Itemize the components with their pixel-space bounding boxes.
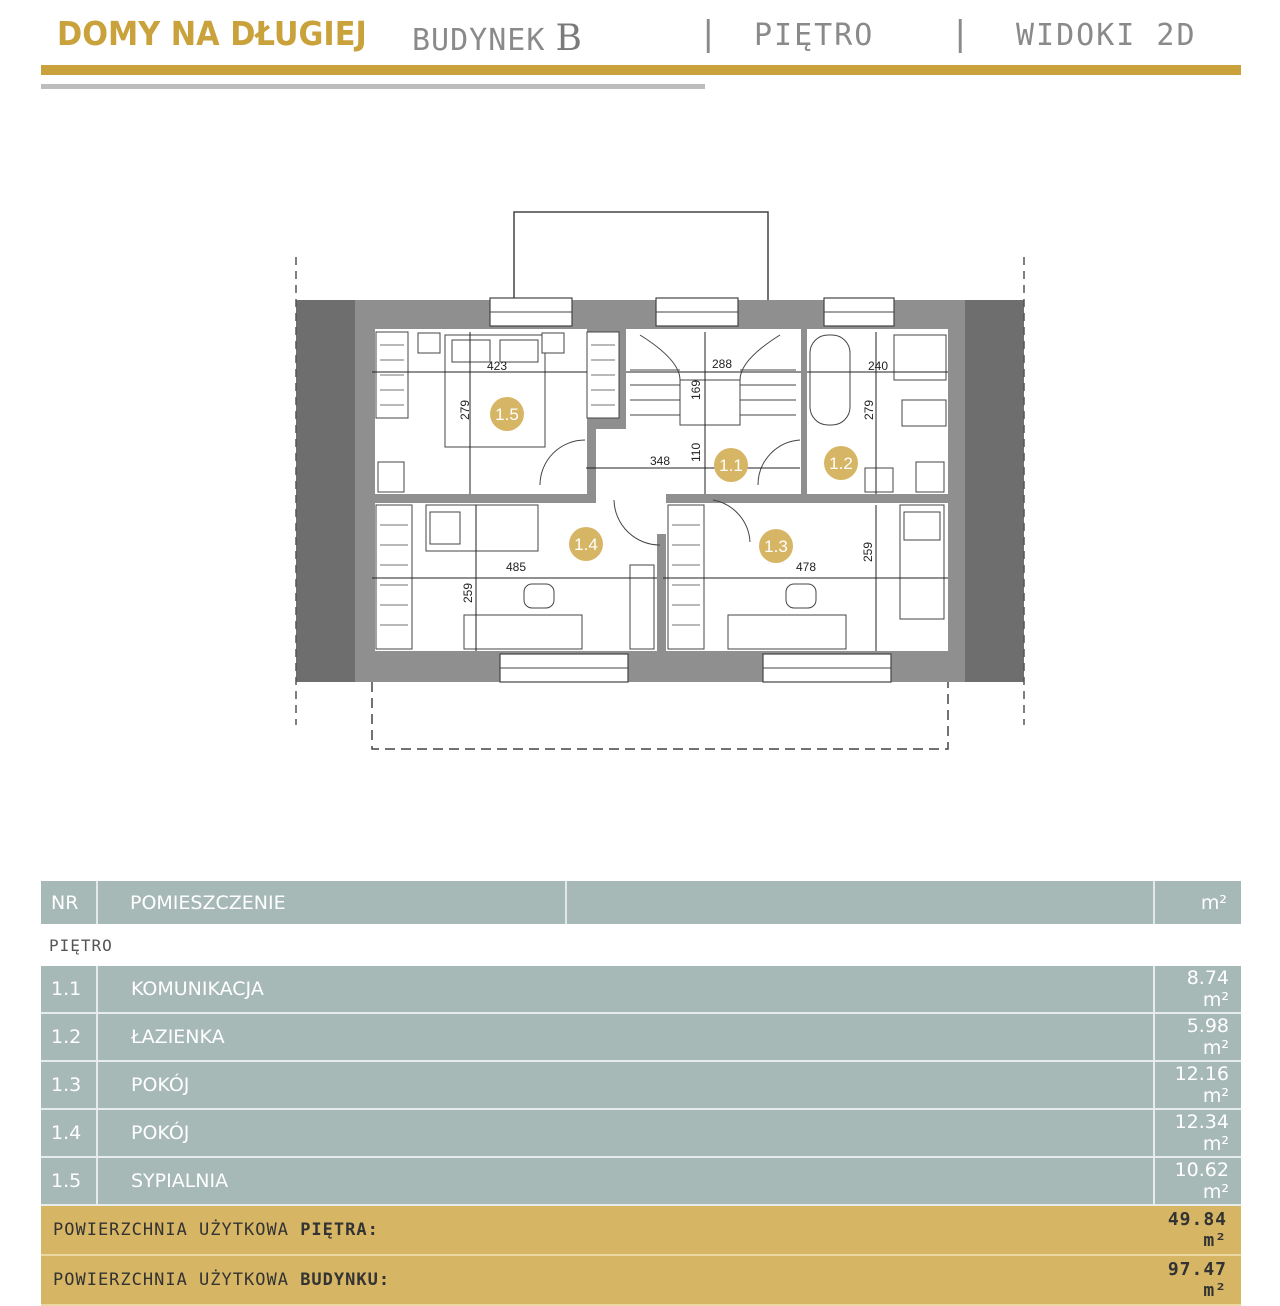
summary-row-building bbox=[41, 1255, 1241, 1305]
dim-label: 259 bbox=[861, 541, 875, 562]
room-nr: 1.1 bbox=[41, 966, 97, 1013]
dim-label: 279 bbox=[458, 399, 472, 420]
room-name: SYPIALNIA bbox=[97, 1157, 1154, 1205]
stair-room bbox=[626, 329, 801, 429]
header-grey-rule bbox=[41, 84, 705, 89]
room-area: 12.16 m² bbox=[1154, 1061, 1241, 1109]
col-unit-header: m² bbox=[1200, 891, 1227, 914]
table-header bbox=[41, 881, 1241, 924]
summary-label bbox=[41, 1255, 1154, 1305]
building-word: BUDYNEK bbox=[412, 23, 546, 58]
brand-title: DOMY NA DŁUGIEJ bbox=[57, 14, 367, 53]
dim-label: 478 bbox=[796, 560, 817, 574]
room-marker-label: 1.2 bbox=[829, 454, 853, 473]
views-2d-tab[interactable]: WIDOKI 2D bbox=[1016, 18, 1197, 53]
dim-label: 279 bbox=[862, 399, 876, 420]
dim-label: 240 bbox=[868, 359, 889, 373]
summary-value: 49.84 m² bbox=[1154, 1205, 1241, 1255]
right-roof-slab bbox=[965, 300, 1024, 682]
table-row bbox=[41, 1157, 1241, 1205]
room-nr: 1.2 bbox=[41, 1013, 97, 1061]
room-marker-label: 1.1 bbox=[719, 456, 743, 475]
floor-tab[interactable]: PIĘTRO bbox=[754, 18, 875, 53]
table-row bbox=[41, 1109, 1241, 1157]
summary-value: 97.47 m² bbox=[1154, 1255, 1241, 1305]
table-row bbox=[41, 1013, 1241, 1061]
summary-label-text: POWIERZCHNIA UŻYTKOWA bbox=[53, 1220, 289, 1240]
dim-label: 110 bbox=[689, 442, 703, 462]
col-room-header: POMIESZCZENIE bbox=[97, 881, 566, 924]
section-label: PIĘTRO bbox=[49, 935, 113, 955]
room-nr: 1.4 bbox=[41, 1109, 97, 1157]
dim-label: 485 bbox=[506, 560, 527, 574]
top-balcony bbox=[514, 212, 768, 300]
building-letter: B bbox=[555, 18, 583, 59]
room-marker-label: 1.5 bbox=[495, 405, 519, 424]
room-nr: 1.3 bbox=[41, 1061, 97, 1109]
dim-label: 348 bbox=[650, 454, 671, 468]
room-area: 12.34 m² bbox=[1154, 1109, 1241, 1157]
room-name: POKÓJ bbox=[97, 1109, 1154, 1157]
header-separator: | bbox=[698, 14, 719, 54]
room-marker-label: 1.3 bbox=[764, 537, 788, 556]
col-spacer bbox=[566, 881, 1154, 924]
table-row bbox=[41, 966, 1241, 1013]
dim-label: 288 bbox=[712, 357, 733, 371]
summary-label bbox=[41, 1205, 1154, 1255]
room-nr: 1.5 bbox=[41, 1157, 97, 1205]
header-gold-rule bbox=[41, 65, 1241, 75]
header bbox=[0, 10, 1280, 60]
section-row bbox=[41, 924, 1241, 966]
dim-label: 423 bbox=[487, 359, 508, 373]
bottom-terrace bbox=[372, 682, 948, 749]
summary-row-floor bbox=[41, 1205, 1241, 1255]
dim-label: 169 bbox=[689, 379, 703, 400]
left-roof-slab bbox=[296, 300, 355, 682]
dim-label: 259 bbox=[461, 582, 475, 603]
floor-plan bbox=[280, 200, 1040, 760]
room-area: 10.62 m² bbox=[1154, 1157, 1241, 1205]
room-name: POKÓJ bbox=[97, 1061, 1154, 1109]
building-label bbox=[412, 18, 583, 59]
table-row bbox=[41, 1061, 1241, 1109]
room-area: 8.74 m² bbox=[1154, 966, 1241, 1013]
room-marker-label: 1.4 bbox=[574, 535, 598, 554]
summary-label-text: POWIERZCHNIA UŻYTKOWA bbox=[53, 1270, 289, 1290]
room-name: KOMUNIKACJA bbox=[97, 966, 1154, 1013]
room-area-table bbox=[41, 881, 1241, 1306]
room-area: 5.98 m² bbox=[1154, 1013, 1241, 1061]
summary-label-bold: BUDYNKU: bbox=[300, 1270, 391, 1290]
room-name: ŁAZIENKA bbox=[97, 1013, 1154, 1061]
header-separator: | bbox=[950, 14, 971, 54]
col-nr-header: NR bbox=[41, 881, 97, 924]
summary-label-bold: PIĘTRA: bbox=[300, 1220, 379, 1240]
